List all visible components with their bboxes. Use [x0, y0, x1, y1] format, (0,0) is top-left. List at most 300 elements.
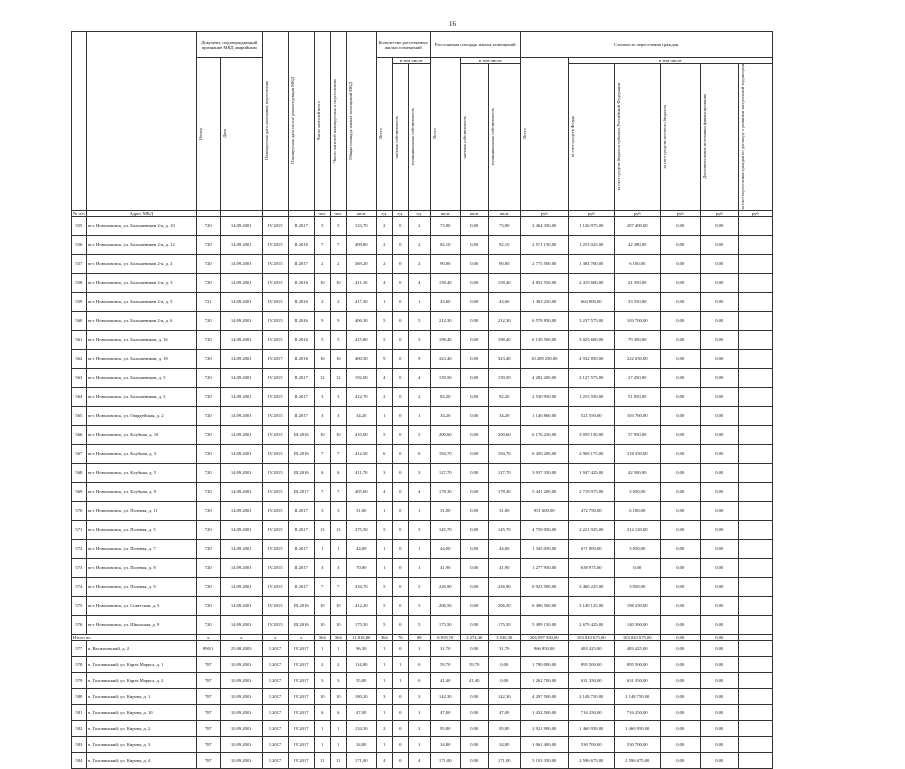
- col-area-municipal-header: муниципальная собственность: [488, 64, 520, 211]
- row-doc-number: 720: [196, 501, 220, 520]
- row-area-total: 96,30: [346, 640, 376, 656]
- row-doc-date: 14.09.2001: [220, 254, 262, 273]
- row-doc-date: 14.09.2001: [220, 482, 262, 501]
- row-cost-total: 1 061 400,00: [520, 736, 568, 752]
- row-area-private: 0,00: [460, 640, 488, 656]
- row-planned-demolish: II.2017: [288, 539, 314, 558]
- row-cost-extra-plan: [738, 349, 772, 368]
- row-address: пгт. Новольвовск, ул. Большевиков 2-я, д. 3: [86, 273, 196, 292]
- resettlement-table: [71, 31, 773, 769]
- row-residents: 2: [314, 656, 330, 672]
- row-cost-subject: 21 350,00: [614, 273, 660, 292]
- row-planned-demolish: IV.2017: [288, 656, 314, 672]
- row-doc-date: 14.09.2001: [220, 330, 262, 349]
- num-label: № п/п: [73, 210, 85, 216]
- row-cost-total: 6 456 200,00: [520, 444, 568, 463]
- table-row: [72, 736, 773, 752]
- row-rooms-municipal: 4: [408, 482, 430, 501]
- row-area-private: 0,00: [460, 406, 488, 425]
- row-rooms-municipal: 0: [408, 672, 430, 688]
- row-area-all: 226,90: [430, 577, 460, 596]
- row-area-all: 59,70: [430, 656, 460, 672]
- row-cost-total: 2 921 900,00: [520, 720, 568, 736]
- row-cost-extra: 0,00: [700, 672, 738, 688]
- row-area-municipal: 171,00: [488, 752, 520, 768]
- row-cost-extra: 0,00: [700, 330, 738, 349]
- row-rooms-total: 5: [376, 577, 392, 596]
- subtotal-label: Итого по: [72, 634, 197, 640]
- row-cost-subject: 222 650,00: [614, 349, 660, 368]
- row-doc-number: 787: [196, 672, 220, 688]
- row-address: пгт. Новольвовск, ул. Гвардейская, д. 2: [86, 406, 196, 425]
- row-residents-plan: 10: [330, 688, 346, 704]
- subtotal-area: 11 816,80: [346, 634, 376, 640]
- row-rooms-private: 0: [392, 406, 408, 425]
- row-rooms-municipal: 2: [408, 254, 430, 273]
- row-rooms-total: 1: [376, 501, 392, 520]
- table-row: [72, 720, 773, 736]
- row-residents: 7: [314, 235, 330, 254]
- subtotal-ct: 206 097 350,00: [520, 634, 568, 640]
- row-doc-number: 720: [196, 406, 220, 425]
- col-cost-extra-plan-header: за счет переселения граждан по договору о развитии застроенной территории: [738, 64, 772, 211]
- row-cost-extra: 0,00: [700, 752, 738, 768]
- row-rooms-total: 2: [376, 216, 392, 235]
- row-area-all: 34,20: [430, 406, 460, 425]
- row-doc-number: 720: [196, 577, 220, 596]
- row-doc-date: 14.09.2001: [220, 444, 262, 463]
- row-area-private: 0,00: [460, 330, 488, 349]
- row-doc-date: 14.09.2001: [220, 520, 262, 539]
- row-rooms-total: 1: [376, 406, 392, 425]
- table-row: [72, 235, 773, 254]
- row-area-all: 206,50: [430, 596, 460, 615]
- row-planned-demolish: II.2017: [288, 520, 314, 539]
- row-rooms-private: 0: [392, 463, 408, 482]
- cost-group-header: Стоимость переселения граждан: [520, 32, 772, 58]
- row-address: пгт. Новольвовск, ул. Большевиков 2-я, д. 12: [86, 235, 196, 254]
- rooms-in-that-header: в том числе: [392, 58, 430, 64]
- row-cost-local: 0,00: [660, 425, 700, 444]
- subtotal-at: 6 819,70: [430, 634, 460, 640]
- doc-group-header: Документ, подтверждающий признание МКД аварийным: [196, 32, 262, 58]
- row-address: п. Головинский, ул. Кирова, д. 4: [86, 752, 196, 768]
- row-area-all: 34,80: [430, 736, 460, 752]
- row-residents: 1: [314, 640, 330, 656]
- row-rooms-total: 5: [376, 596, 392, 615]
- row-number: 564: [72, 387, 87, 406]
- subtotal-resp: 364: [330, 634, 346, 640]
- row-rooms-total: 5: [376, 311, 392, 330]
- row-rooms-private: 0: [392, 596, 408, 615]
- row-rooms-private: 0: [392, 425, 408, 444]
- row-residents-plan: 1: [330, 640, 346, 656]
- row-doc-date: 14.09.2001: [220, 349, 262, 368]
- row-area-private: 0,00: [460, 273, 488, 292]
- row-address: пгт. Новольвовск, ул. Большевиков 2-я, д. 5: [86, 292, 196, 311]
- row-area-all: 82,20: [430, 387, 460, 406]
- address-label: Адрес МКД: [86, 210, 196, 216]
- row-area-all: 158,40: [430, 273, 460, 292]
- row-number: 565: [72, 406, 87, 425]
- row-number: 561: [72, 330, 87, 349]
- row-rooms-private: 0: [392, 216, 408, 235]
- row-cost-extra: 0,00: [700, 558, 738, 577]
- row-area-municipal: 206,50: [488, 596, 520, 615]
- row-number: 557: [72, 254, 87, 273]
- table-row: [72, 704, 773, 720]
- row-area-municipal: 323,40: [488, 349, 520, 368]
- row-residents: 7: [314, 482, 330, 501]
- row-cost-total: 2 464 350,00: [520, 216, 568, 235]
- row-rooms-private: 0: [392, 235, 408, 254]
- row-cost-local: 0,00: [660, 752, 700, 768]
- row-cost-fund: 3 460 225,00: [568, 577, 614, 596]
- row-planned-demolish: III.2016: [288, 463, 314, 482]
- row-cost-fund: 3 237 575,00: [568, 311, 614, 330]
- row-area-municipal: 43,60: [488, 292, 520, 311]
- row-residents-plan: 10: [330, 596, 346, 615]
- row-cost-extra-plan: [738, 292, 772, 311]
- row-area-municipal: 0,00: [488, 672, 520, 688]
- row-residents: 3: [314, 387, 330, 406]
- row-doc-number: 720: [196, 596, 220, 615]
- row-cost-extra-plan: [738, 736, 772, 752]
- row-planned-move: IV.2015: [262, 482, 288, 501]
- row-cost-fund: 631 350,00: [568, 672, 614, 688]
- row-residents-plan: 1: [330, 539, 346, 558]
- row-address: пгт. Новольвовск, ул. Большевиков, д. 3: [86, 387, 196, 406]
- unit-cell: кв.м: [430, 210, 460, 216]
- row-cost-local: 0,00: [660, 520, 700, 539]
- row-area-private: 0,00: [460, 292, 488, 311]
- row-cost-extra: 0,00: [700, 577, 738, 596]
- row-cost-total: 6 176 250,00: [520, 425, 568, 444]
- row-area-private: 59,70: [460, 656, 488, 672]
- row-residents: 10: [314, 688, 330, 704]
- row-doc-number: 787: [196, 720, 220, 736]
- row-doc-number: 787: [196, 704, 220, 720]
- col-area-total-header: Общая площадь жилых помещений МКД: [346, 32, 376, 211]
- unit-cell: чел.: [330, 210, 346, 216]
- row-doc-date: 25.08.2003: [220, 640, 262, 656]
- row-cost-local: 0,00: [660, 720, 700, 736]
- table-row: [72, 216, 773, 235]
- row-rooms-municipal: 1: [408, 736, 430, 752]
- row-number: 572: [72, 539, 87, 558]
- col-planned-move-header: Планируемая дата окончания переселения: [262, 32, 288, 211]
- row-doc-date: 14.09.2001: [220, 539, 262, 558]
- row-residents-plan: 16: [330, 349, 346, 368]
- row-cost-extra-plan: [738, 596, 772, 615]
- row-doc-date: 10.09.2001: [220, 704, 262, 720]
- row-cost-local: 0,00: [660, 672, 700, 688]
- row-rooms-private: 0: [392, 254, 408, 273]
- table-row: [72, 311, 773, 330]
- row-doc-date: 10.09.2001: [220, 672, 262, 688]
- subtotal-x: х: [262, 634, 288, 640]
- row-residents: 3: [314, 672, 330, 688]
- row-planned-move: IV.2015: [262, 368, 288, 387]
- row-planned-move: IV.2015: [262, 558, 288, 577]
- row-residents: 9: [314, 311, 330, 330]
- row-rooms-total: 2: [376, 720, 392, 736]
- row-cost-extra-plan: [738, 640, 772, 656]
- row-residents-plan: 9: [330, 311, 346, 330]
- row-area-municipal: 47,00: [488, 704, 520, 720]
- row-residents: 6: [314, 704, 330, 720]
- row-rooms-municipal: 2: [408, 387, 430, 406]
- table-row: [72, 444, 773, 463]
- row-rooms-private: 0: [392, 330, 408, 349]
- row-cost-local: 0,00: [660, 216, 700, 235]
- row-number: 558: [72, 273, 87, 292]
- row-cost-local: 0,00: [660, 444, 700, 463]
- row-area-private: 0,00: [460, 254, 488, 273]
- table-row: [72, 501, 773, 520]
- row-cost-local: 0,00: [660, 482, 700, 501]
- row-rooms-private: 0: [392, 482, 408, 501]
- row-cost-subject: 3 050,00: [614, 539, 660, 558]
- col-area-all-header: Всего: [430, 58, 460, 211]
- unit-cell: ед.: [392, 210, 408, 216]
- row-area-municipal: 127,70: [488, 463, 520, 482]
- row-area-all: 194,70: [430, 444, 460, 463]
- row-number: 580: [72, 688, 87, 704]
- table-row: [72, 615, 773, 634]
- row-planned-demolish: III.2016: [288, 615, 314, 634]
- row-cost-total: 6 496 500,00: [520, 596, 568, 615]
- unit-cell: кв.м: [346, 210, 376, 216]
- row-doc-date: 14.09.2001: [220, 216, 262, 235]
- row-cost-extra-plan: [738, 752, 772, 768]
- row-rooms-total: 4: [376, 752, 392, 768]
- row-doc-number: 720: [196, 254, 220, 273]
- row-cost-extra: 0,00: [700, 688, 738, 704]
- row-rooms-total: 1: [376, 558, 392, 577]
- row-number: 575: [72, 596, 87, 615]
- row-cost-fund: 1 460 950,00: [568, 720, 614, 736]
- row-address: п. Васильевский, д. 2: [86, 640, 196, 656]
- row-rooms-municipal: 0: [408, 656, 430, 672]
- row-area-private: 0,00: [460, 577, 488, 596]
- row-planned-move: I.2017: [262, 656, 288, 672]
- row-cost-extra: 0,00: [700, 615, 738, 634]
- row-cost-local: 0,00: [660, 273, 700, 292]
- row-planned-move: IV.2015: [262, 254, 288, 273]
- row-number: 555: [72, 216, 87, 235]
- row-rooms-private: 0: [392, 752, 408, 768]
- row-cost-subject: 6 100,00: [614, 254, 660, 273]
- row-cost-total: 1 277 950,00: [520, 558, 568, 577]
- row-rooms-total: 5: [376, 520, 392, 539]
- row-cost-total: 2 571 150,00: [520, 235, 568, 254]
- row-planned-move: I.2017: [262, 736, 288, 752]
- row-residents-plan: 3: [330, 406, 346, 425]
- row-area-municipal: 34,20: [488, 406, 520, 425]
- row-rooms-municipal: 9: [408, 349, 430, 368]
- col-residents-plan-header: Число жителей планируемых к переселению: [330, 32, 346, 211]
- row-area-municipal: 226,90: [488, 577, 520, 596]
- row-cost-fund: 1 126 975,00: [568, 216, 614, 235]
- table-row: [72, 482, 773, 501]
- row-residents-plan: 2: [330, 254, 346, 273]
- row-cost-extra-plan: [738, 235, 772, 254]
- row-rooms-total: 1: [376, 292, 392, 311]
- row-cost-extra: 0,00: [700, 368, 738, 387]
- row-doc-date: 14.09.2001: [220, 368, 262, 387]
- row-cost-extra-plan: [738, 254, 772, 273]
- row-cost-fund: 1 947 425,00: [568, 463, 614, 482]
- row-cost-local: 0,00: [660, 387, 700, 406]
- row-address: п. Головинский, ул. Кирова, д. 3: [86, 736, 196, 752]
- row-cost-total: 4 282 200,00: [520, 368, 568, 387]
- row-area-private: 0,00: [460, 216, 488, 235]
- subtotal-cs: 103 043 675,00: [614, 634, 660, 640]
- row-residents-plan: 10: [330, 425, 346, 444]
- row-rooms-municipal: 5: [408, 425, 430, 444]
- col-cost-extra-header: Дополнительные источники финансирования: [700, 64, 738, 211]
- row-cost-local: 0,00: [660, 656, 700, 672]
- row-doc-number: 720: [196, 615, 220, 634]
- row-address: пгт. Новольвовск, ул. Большевиков 2-я, д. 6: [86, 311, 196, 330]
- row-doc-number: 720: [196, 558, 220, 577]
- row-address: пгт. Новольвовск, ул. Полевая, д. 11: [86, 501, 196, 520]
- row-cost-extra-plan: [738, 539, 772, 558]
- row-address: пгт. Новольвовск, ул. Большевиков, д. 5: [86, 368, 196, 387]
- row-area-private: 0,00: [460, 704, 488, 720]
- row-cost-extra-plan: [738, 273, 772, 292]
- table-row: [72, 330, 773, 349]
- row-address: пгт. Новольвовск, ул. Клубная, д. 3: [86, 444, 196, 463]
- row-cost-subject: 2 148 750,00: [614, 688, 660, 704]
- row-doc-date: 10.09.2001: [220, 752, 262, 768]
- row-area-all: 90,80: [430, 254, 460, 273]
- row-area-private: 0,00: [460, 349, 488, 368]
- row-area-private: 41,40: [460, 672, 488, 688]
- row-area-all: 43,60: [430, 292, 460, 311]
- row-planned-demolish: IV.2017: [288, 720, 314, 736]
- row-address: пгт. Новольвовск, ул. Клубная, д. 9: [86, 482, 196, 501]
- row-planned-demolish: III.2016: [288, 425, 314, 444]
- row-cost-extra-plan: [738, 482, 772, 501]
- row-cost-total: 5 193 350,00: [520, 752, 568, 768]
- row-cost-total: 4 297 500,00: [520, 688, 568, 704]
- row-planned-demolish: IV.2017: [288, 752, 314, 768]
- row-planned-move: I.2017: [262, 640, 288, 656]
- row-residents: 7: [314, 577, 330, 596]
- row-residents-plan: 6: [330, 704, 346, 720]
- row-rooms-total: 2: [376, 387, 392, 406]
- row-residents: 5: [314, 330, 330, 349]
- row-residents: 3: [314, 501, 330, 520]
- row-planned-demolish: II.2017: [288, 216, 314, 235]
- row-residents-plan: 3: [330, 672, 346, 688]
- row-address: пгт. Новольвовск, ул. Полевая, д. 9: [86, 577, 196, 596]
- row-planned-move: I.2017: [262, 720, 288, 736]
- row-area-private: 0,00: [460, 368, 488, 387]
- row-number: 577: [72, 640, 87, 656]
- row-area-municipal: 34,80: [488, 736, 520, 752]
- row-area-private: 0,00: [460, 463, 488, 482]
- col-doc-date-header: Дата: [220, 58, 262, 211]
- row-area-total: 375,50: [346, 520, 376, 539]
- row-cost-fund: 3 149 125,00: [568, 596, 614, 615]
- row-residents-plan: 12: [330, 368, 346, 387]
- row-number: 578: [72, 656, 87, 672]
- row-cost-extra-plan: [738, 311, 772, 330]
- row-cost-extra: 0,00: [700, 406, 738, 425]
- row-residents: 2: [314, 292, 330, 311]
- row-area-private: 0,00: [460, 311, 488, 330]
- row-planned-move: IV.2015: [262, 539, 288, 558]
- row-rooms-private: 0: [392, 501, 408, 520]
- row-planned-move: IV.2017: [262, 349, 288, 368]
- row-area-total: 34,20: [346, 406, 376, 425]
- row-cost-subject: 631 350,00: [614, 672, 660, 688]
- row-rooms-private: 0: [392, 720, 408, 736]
- row-rooms-municipal: 4: [408, 273, 430, 292]
- row-planned-demolish: IV.2017: [288, 704, 314, 720]
- row-rooms-private: 0: [392, 368, 408, 387]
- row-number: 566: [72, 425, 87, 444]
- row-cost-subject: 530 700,00: [614, 736, 660, 752]
- unit-cell: ед.: [408, 210, 430, 216]
- table-row: [72, 254, 773, 273]
- row-doc-number: 720: [196, 311, 220, 330]
- row-area-private: 0,00: [460, 235, 488, 254]
- row-doc-date: 14.09.2001: [220, 577, 262, 596]
- row-cost-total: 966 850,00: [520, 640, 568, 656]
- area-in-that-header: в том числе: [460, 58, 520, 64]
- row-planned-move: I.2017: [262, 688, 288, 704]
- row-cost-fund: 2 969 175,00: [568, 444, 614, 463]
- row-cost-extra: 0,00: [700, 425, 738, 444]
- col-area-private-header: частная собственность: [460, 64, 488, 211]
- row-planned-move: IV.2015: [262, 425, 288, 444]
- row-rooms-municipal: 1: [408, 292, 430, 311]
- row-number: 574: [72, 577, 87, 596]
- row-planned-demolish: III.2016: [288, 444, 314, 463]
- col-residents-header: Число жителей всего: [314, 32, 330, 211]
- table-row: [72, 292, 773, 311]
- row-residents: 1: [314, 539, 330, 558]
- row-area-private: 0,00: [460, 520, 488, 539]
- row-rooms-private: 0: [392, 704, 408, 720]
- row-doc-number: 720: [196, 539, 220, 558]
- row-area-municipal: 90,80: [488, 254, 520, 273]
- cost-in-that-header: в том числе: [568, 58, 772, 64]
- row-rooms-private: 0: [392, 387, 408, 406]
- table-row: [72, 672, 773, 688]
- row-area-all: 200,60: [430, 425, 460, 444]
- row-area-total: 175,50: [346, 615, 376, 634]
- row-residents-plan: 3: [330, 558, 346, 577]
- table-row: [72, 596, 773, 615]
- row-rooms-municipal: 1: [408, 704, 430, 720]
- row-address: п. Головинский, ул. Кирова, д. 2: [86, 720, 196, 736]
- row-rooms-private: 0: [392, 640, 408, 656]
- row-rooms-municipal: 5: [408, 311, 430, 330]
- row-area-municipal: 82,10: [488, 235, 520, 254]
- row-cost-local: 0,00: [660, 615, 700, 634]
- row-area-all: 41,40: [430, 672, 460, 688]
- row-planned-move: IV.2015: [262, 501, 288, 520]
- row-rooms-total: 3: [376, 688, 392, 704]
- row-rooms-private: 0: [392, 520, 408, 539]
- row-planned-move: IV.2015: [262, 311, 288, 330]
- row-area-total: 415,80: [346, 330, 376, 349]
